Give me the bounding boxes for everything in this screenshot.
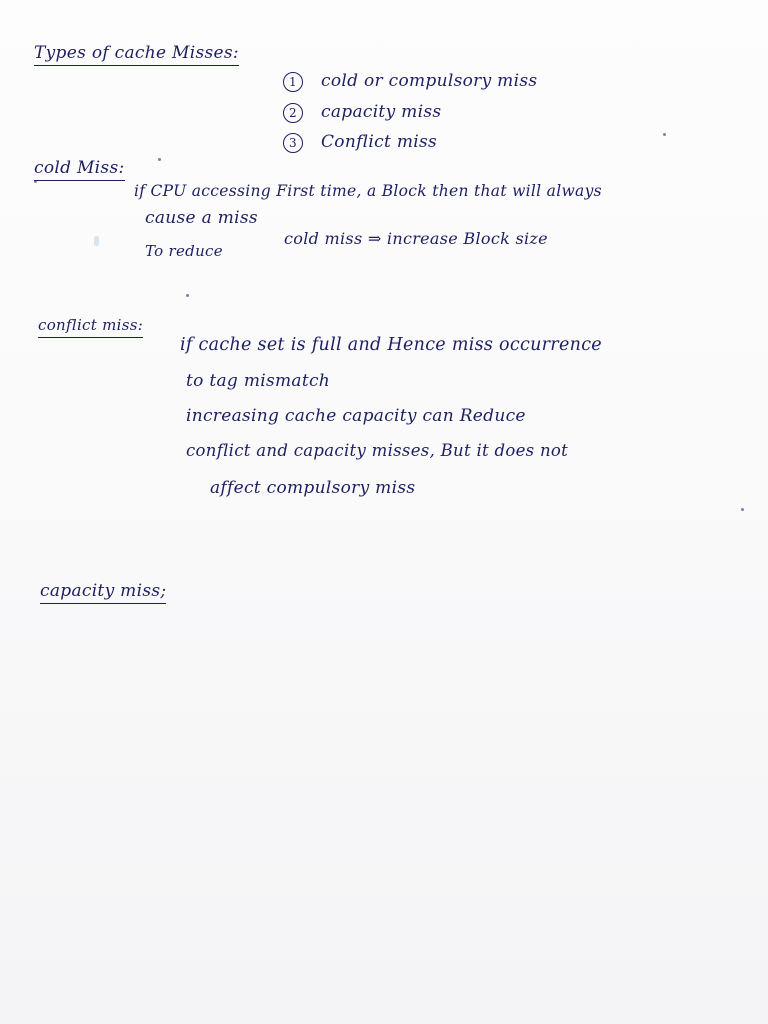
conflict-miss-line-3: increasing cache capacity can Reduce [186,406,526,426]
conflict-miss-line-1: if cache set is full and Hence miss occurrence [180,335,602,355]
ink-speck [34,180,37,183]
cold-miss-line-2: cause a miss [145,208,258,228]
cold-miss-heading: cold Miss: [34,157,125,181]
type-item-3 [283,131,437,153]
number-circle-icon: 2 [283,103,303,123]
cold-miss-reduce-text: cold miss ⇒ increase Block size [284,229,548,248]
conflict-miss-line-4: conflict and capacity misses, But it does not [186,441,569,460]
paper-stain [94,236,99,246]
type-item-1 [283,70,537,92]
ink-speck [663,133,666,136]
type-item-2-text: capacity miss [321,102,442,122]
type-item-1-text: cold or compulsory miss [321,71,538,91]
type-item-3-text: Conflict miss [321,132,438,152]
ink-speck [186,294,189,297]
ink-speck [741,508,744,511]
cold-miss-reduce-label: To reduce [145,242,223,260]
cold-miss-line-1: if CPU accessing First time, a Block then that will always [134,182,602,200]
conflict-miss-line-5: affect compulsory miss [210,478,416,498]
ink-speck [158,158,161,161]
conflict-miss-heading: conflict miss: [38,314,143,338]
page-title: Types of cache Misses: [34,42,239,66]
capacity-miss-heading: capacity miss; [40,580,166,604]
number-circle-icon: 3 [283,133,303,153]
type-item-2 [283,101,441,123]
number-circle-icon: 1 [283,72,303,92]
conflict-miss-line-2: to tag mismatch [186,371,331,391]
